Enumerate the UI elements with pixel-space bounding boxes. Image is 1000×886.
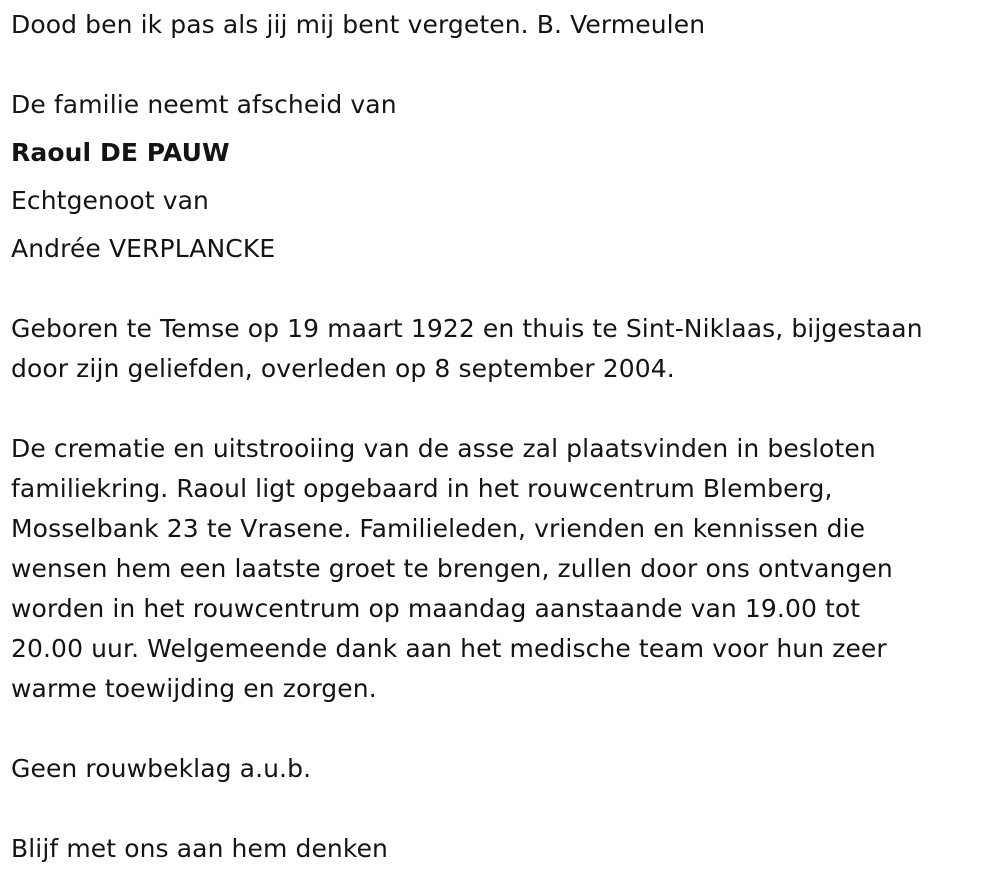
- intro-line: De familie neemt afscheid van: [11, 90, 397, 119]
- deceased-name: Raoul DE PAUW: [11, 138, 230, 167]
- closing-line: Blijf met ons aan hem denken: [11, 834, 388, 863]
- paragraph-line: familiekring. Raoul ligt opgebaard in het rouwcentrum Blemberg,: [11, 474, 833, 503]
- paragraph-line: wensen hem een laatste groet te brengen, zullen door ons ontvangen: [11, 554, 893, 583]
- birth-death-paragraph: [11, 309, 976, 389]
- paragraph-line: Mosselbank 23 te Vrasene. Familieleden, vrienden en kennissen die: [11, 514, 866, 543]
- paragraph-line: warme toewijding en zorgen.: [11, 674, 377, 703]
- no-condolences-line: Geen rouwbeklag a.u.b.: [11, 754, 312, 783]
- paragraph-line: Geboren te Temse op 19 maart 1922 en thuis te Sint-Niklaas, bijgestaan: [11, 314, 923, 343]
- relation-line: Echtgenoot van: [11, 186, 209, 215]
- spouse-name: Andrée VERPLANCKE: [11, 234, 276, 263]
- quote-line: Dood ben ik pas als jij mij bent vergeten. B. Vermeulen: [11, 10, 706, 39]
- paragraph-line: door zijn geliefden, overleden op 8 september 2004.: [11, 354, 675, 383]
- paragraph-line: De crematie en uitstrooiing van de asse zal plaatsvinden in besloten: [11, 434, 876, 463]
- paragraph-line: worden in het rouwcentrum op maandag aanstaande van 19.00 tot: [11, 594, 861, 623]
- paragraph-line: 20.00 uur. Welgemeende dank aan het medische team voor hun zeer: [11, 634, 887, 663]
- ceremony-paragraph: [11, 429, 976, 709]
